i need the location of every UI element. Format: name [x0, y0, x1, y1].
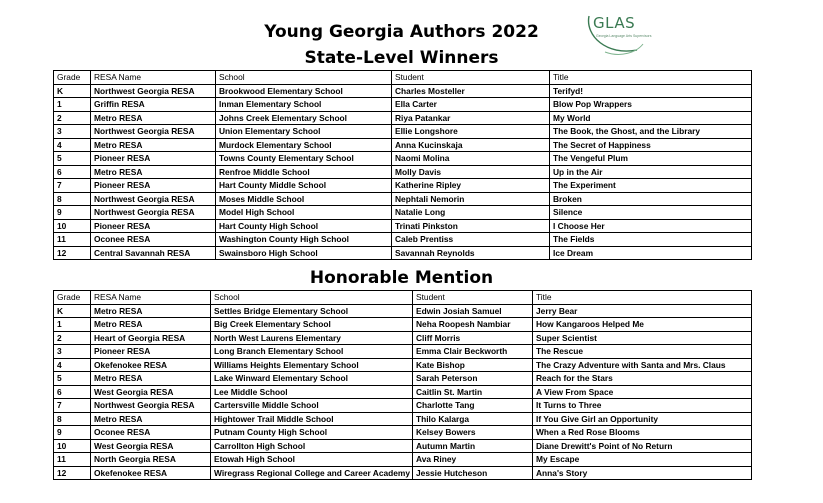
- cell-title: Up in the Air: [550, 165, 752, 179]
- cell-student: Jessie Hutcheson: [413, 466, 533, 480]
- cell-resa-name: Okefenokee RESA: [91, 466, 211, 480]
- cell-student: Caitlin St. Martin: [413, 385, 533, 399]
- table-row: [54, 318, 752, 332]
- cell-resa-name: Metro RESA: [91, 304, 211, 318]
- table-row: [54, 111, 752, 125]
- cell-school: Long Branch Elementary School: [211, 345, 413, 359]
- cell-student: Kate Bishop: [413, 358, 533, 372]
- column-header-resa-name: RESA Name: [91, 291, 211, 305]
- cell-school: Inman Elementary School: [216, 98, 392, 112]
- honorable-mention-table: [53, 290, 752, 480]
- cell-grade: 12: [54, 466, 91, 480]
- cell-student: Charlotte Tang: [413, 399, 533, 413]
- cell-student: Ava Riney: [413, 453, 533, 467]
- cell-resa-name: Metro RESA: [91, 165, 216, 179]
- column-header-student: Student: [392, 71, 550, 85]
- cell-grade: 10: [54, 439, 91, 453]
- table-row: [54, 304, 752, 318]
- cell-resa-name: Metro RESA: [91, 138, 216, 152]
- cell-title: I Choose Her: [550, 219, 752, 233]
- cell-student: Natalie Long: [392, 206, 550, 220]
- cell-school: Hart County High School: [216, 219, 392, 233]
- table-row: [54, 84, 752, 98]
- cell-resa-name: Heart of Georgia RESA: [91, 331, 211, 345]
- cell-grade: 7: [54, 179, 91, 193]
- cell-title: Reach for the Stars: [533, 372, 752, 386]
- cell-title: It Turns to Three: [533, 399, 752, 413]
- cell-school: Cartersville Middle School: [211, 399, 413, 413]
- cell-school: Settles Bridge Elementary School: [211, 304, 413, 318]
- cell-resa-name: North Georgia RESA: [91, 453, 211, 467]
- column-header-title: Title: [533, 291, 752, 305]
- cell-resa-name: Griffin RESA: [91, 98, 216, 112]
- cell-school: Model High School: [216, 206, 392, 220]
- cell-school: Swainsboro High School: [216, 246, 392, 260]
- cell-title: The Secret of Happiness: [550, 138, 752, 152]
- table-row: [54, 412, 752, 426]
- cell-grade: 10: [54, 219, 91, 233]
- cell-resa-name: Central Savannah RESA: [91, 246, 216, 260]
- cell-grade: 11: [54, 233, 91, 247]
- cell-school: Etowah High School: [211, 453, 413, 467]
- table-row: [54, 345, 752, 359]
- table-row: [54, 165, 752, 179]
- cell-school: Putnam County High School: [211, 426, 413, 440]
- cell-student: Cliff Morris: [413, 331, 533, 345]
- cell-resa-name: Metro RESA: [91, 372, 211, 386]
- cell-title: A View From Space: [533, 385, 752, 399]
- cell-school: Big Creek Elementary School: [211, 318, 413, 332]
- cell-title: Silence: [550, 206, 752, 220]
- cell-student: Katherine Ripley: [392, 179, 550, 193]
- cell-title: How Kangaroos Helped Me: [533, 318, 752, 332]
- cell-school: Towns County Elementary School: [216, 152, 392, 166]
- cell-title: The Experiment: [550, 179, 752, 193]
- table-header-row: [54, 71, 752, 85]
- column-header-school: School: [216, 71, 392, 85]
- table-row: [54, 331, 752, 345]
- column-header-school: School: [211, 291, 413, 305]
- cell-grade: 4: [54, 138, 91, 152]
- cell-school: Carrollton High School: [211, 439, 413, 453]
- cell-grade: 3: [54, 345, 91, 359]
- cell-title: The Rescue: [533, 345, 752, 359]
- cell-grade: 9: [54, 206, 91, 220]
- glas-logo: [585, 8, 652, 58]
- table-row: [54, 219, 752, 233]
- cell-grade: 6: [54, 385, 91, 399]
- table-row: [54, 98, 752, 112]
- cell-resa-name: Northwest Georgia RESA: [91, 192, 216, 206]
- cell-student: Ellie Longshore: [392, 125, 550, 139]
- cell-grade: 5: [54, 152, 91, 166]
- cell-school: Williams Heights Elementary School: [211, 358, 413, 372]
- cell-student: Ella Carter: [392, 98, 550, 112]
- column-header-grade: Grade: [54, 291, 91, 305]
- cell-resa-name: Metro RESA: [91, 111, 216, 125]
- cell-title: Jerry Bear: [533, 304, 752, 318]
- cell-school: Moses Middle School: [216, 192, 392, 206]
- page-title: Young Georgia Authors 2022: [264, 22, 539, 42]
- column-header-resa-name: RESA Name: [91, 71, 216, 85]
- cell-resa-name: Okefenokee RESA: [91, 358, 211, 372]
- cell-resa-name: Pioneer RESA: [91, 219, 216, 233]
- cell-title: When a Red Rose Blooms: [533, 426, 752, 440]
- cell-student: Riya Patankar: [392, 111, 550, 125]
- cell-resa-name: West Georgia RESA: [91, 385, 211, 399]
- cell-resa-name: Northwest Georgia RESA: [91, 125, 216, 139]
- table-row: [54, 453, 752, 467]
- table-row: [54, 246, 752, 260]
- cell-school: North West Laurens Elementary: [211, 331, 413, 345]
- cell-student: Neha Roopesh Nambiar: [413, 318, 533, 332]
- cell-grade: K: [54, 84, 91, 98]
- cell-school: Union Elementary School: [216, 125, 392, 139]
- cell-grade: 12: [54, 246, 91, 260]
- cell-title: The Vengeful Plum: [550, 152, 752, 166]
- cell-school: Renfroe Middle School: [216, 165, 392, 179]
- cell-resa-name: Northwest Georgia RESA: [91, 206, 216, 220]
- table-row: [54, 206, 752, 220]
- column-header-grade: Grade: [54, 71, 91, 85]
- cell-title: Terifyd!: [550, 84, 752, 98]
- state-section-heading: State-Level Winners: [304, 48, 499, 68]
- table-row: [54, 372, 752, 386]
- table-row: [54, 439, 752, 453]
- cell-title: My Escape: [533, 453, 752, 467]
- table-row: [54, 233, 752, 247]
- cell-school: Washington County High School: [216, 233, 392, 247]
- table-row: [54, 179, 752, 193]
- cell-student: Thilo Kalarga: [413, 412, 533, 426]
- cell-title: Broken: [550, 192, 752, 206]
- column-header-title: Title: [550, 71, 752, 85]
- cell-title: Blow Pop Wrappers: [550, 98, 752, 112]
- cell-school: Lee Middle School: [211, 385, 413, 399]
- cell-student: Savannah Reynolds: [392, 246, 550, 260]
- table-header-row: [54, 291, 752, 305]
- cell-resa-name: Metro RESA: [91, 412, 211, 426]
- cell-title: Ice Dream: [550, 246, 752, 260]
- cell-grade: 2: [54, 331, 91, 345]
- cell-student: Edwin Josiah Samuel: [413, 304, 533, 318]
- table-row: [54, 358, 752, 372]
- cell-school: Lake Winward Elementary School: [211, 372, 413, 386]
- table-row: [54, 466, 752, 480]
- cell-resa-name: Metro RESA: [91, 318, 211, 332]
- cell-title: The Book, the Ghost, and the Library: [550, 125, 752, 139]
- cell-title: Anna's Story: [533, 466, 752, 480]
- table-row: [54, 192, 752, 206]
- cell-grade: 9: [54, 426, 91, 440]
- cell-student: Kelsey Bowers: [413, 426, 533, 440]
- cell-resa-name: Northwest Georgia RESA: [91, 84, 216, 98]
- table-row: [54, 138, 752, 152]
- cell-resa-name: Oconee RESA: [91, 233, 216, 247]
- cell-grade: 8: [54, 192, 91, 206]
- cell-student: Autumn Martin: [413, 439, 533, 453]
- cell-grade: 5: [54, 372, 91, 386]
- cell-title: The Fields: [550, 233, 752, 247]
- cell-grade: 1: [54, 318, 91, 332]
- table-row: [54, 152, 752, 166]
- cell-student: Nephtali Nemorin: [392, 192, 550, 206]
- cell-school: Murdock Elementary School: [216, 138, 392, 152]
- cell-grade: 4: [54, 358, 91, 372]
- logo-text: GLAS: [593, 14, 636, 32]
- cell-student: Caleb Prentiss: [392, 233, 550, 247]
- cell-title: Diane Drewitt's Point of No Return: [533, 439, 752, 453]
- cell-student: Trinati Pinkston: [392, 219, 550, 233]
- cell-resa-name: Pioneer RESA: [91, 179, 216, 193]
- cell-title: My World: [550, 111, 752, 125]
- cell-grade: 7: [54, 399, 91, 413]
- cell-resa-name: Oconee RESA: [91, 426, 211, 440]
- cell-student: Molly Davis: [392, 165, 550, 179]
- table-row: [54, 125, 752, 139]
- cell-student: Sarah Peterson: [413, 372, 533, 386]
- cell-student: Naomi Molina: [392, 152, 550, 166]
- logo-subtext: Georgia Language Arts Supervisors: [596, 34, 652, 38]
- cell-resa-name: Pioneer RESA: [91, 152, 216, 166]
- cell-school: Hart County Middle School: [216, 179, 392, 193]
- cell-resa-name: West Georgia RESA: [91, 439, 211, 453]
- cell-grade: K: [54, 304, 91, 318]
- cell-student: Emma Clair Beckworth: [413, 345, 533, 359]
- cell-student: Anna Kucinskaja: [392, 138, 550, 152]
- table-row: [54, 426, 752, 440]
- cell-grade: 11: [54, 453, 91, 467]
- table-row: [54, 385, 752, 399]
- cell-grade: 1: [54, 98, 91, 112]
- table-row: [54, 399, 752, 413]
- cell-grade: 2: [54, 111, 91, 125]
- cell-title: If You Give Girl an Opportunity: [533, 412, 752, 426]
- honorable-section-heading: Honorable Mention: [309, 268, 494, 288]
- column-header-student: Student: [413, 291, 533, 305]
- cell-school: Brookwood Elementary School: [216, 84, 392, 98]
- cell-title: Super Scientist: [533, 331, 752, 345]
- cell-resa-name: Pioneer RESA: [91, 345, 211, 359]
- cell-school: Wiregrass Regional College and Career Academy: [211, 466, 413, 480]
- cell-grade: 6: [54, 165, 91, 179]
- cell-resa-name: Northwest Georgia RESA: [91, 399, 211, 413]
- cell-school: Hightower Trail Middle School: [211, 412, 413, 426]
- cell-student: Charles Mosteller: [392, 84, 550, 98]
- cell-title: The Crazy Adventure with Santa and Mrs. Claus: [533, 358, 752, 372]
- cell-grade: 3: [54, 125, 91, 139]
- state-winners-table: [53, 70, 752, 260]
- cell-school: Johns Creek Elementary School: [216, 111, 392, 125]
- cell-grade: 8: [54, 412, 91, 426]
